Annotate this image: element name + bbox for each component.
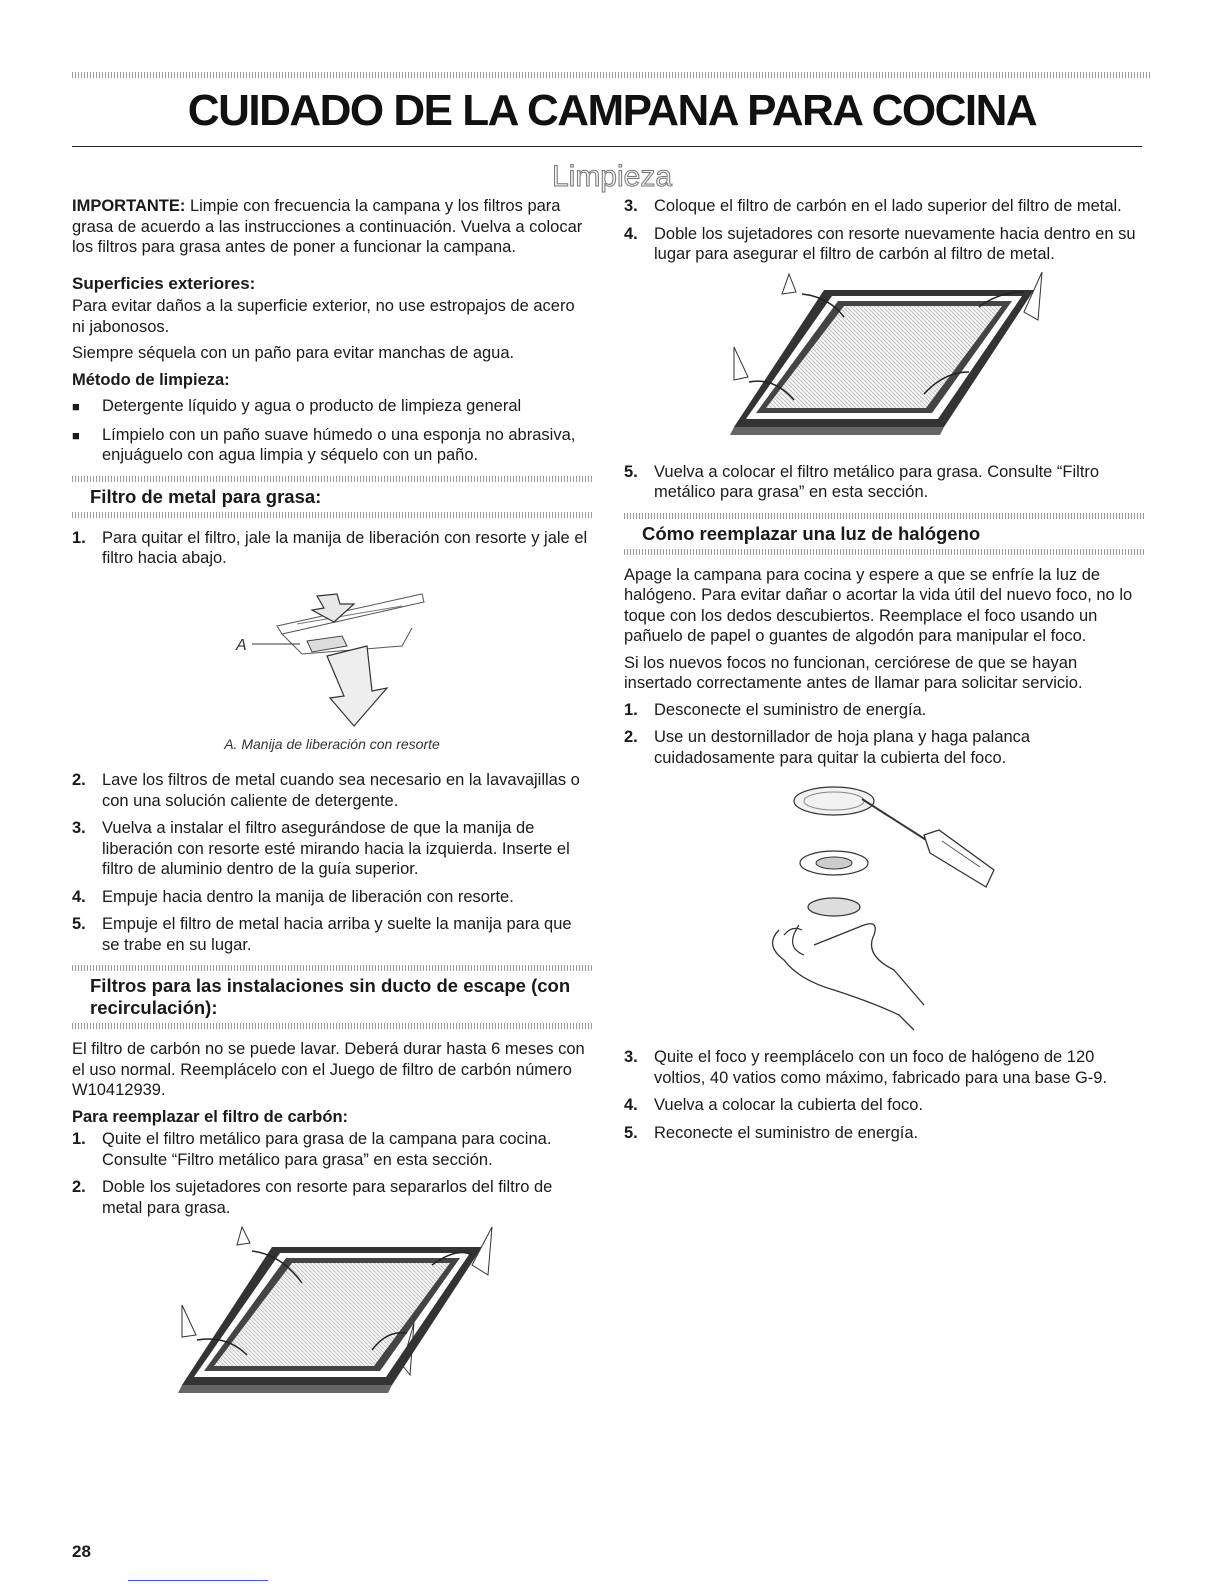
footer-link-line: [128, 1580, 268, 1581]
figure-label-a: A: [236, 636, 247, 654]
list-item: 1. Para quitar el filtro, jale la manija de liberación con resorte y jale el filtro hacia abajo.: [72, 528, 588, 567]
halogen-bulb-figure: [624, 775, 1144, 1035]
halogen-heading: Cómo reemplazar una luz de halógeno: [642, 522, 981, 544]
left-column: [72, 196, 592, 1400]
replace-carbon-heading: Para reemplazar el filtro de carbón:: [72, 1107, 349, 1126]
page-title: CUIDADO DE LA CAMPANA PARA COCINA: [187, 86, 1037, 135]
section-subtitle: Limpieza: [551, 160, 673, 193]
exterior-heading: Superficies exteriores:: [72, 273, 256, 293]
list-item: 5. Reconecte el suministro de energía.: [624, 1123, 919, 1142]
list-item: 2. Use un destornillador de hoja plana y haga palanca cuidadosamente para quitar la cubierta del foco.: [624, 728, 1031, 767]
halogen-p2: Si los nuevos focos no funcionan, cerciórese de que se hayan insertado correctamente antes de llamar para solicitar servicio.: [624, 653, 1083, 692]
halogen-p1: Apage la campana para cocina y espere a que se enfríe la luz de halógeno. Para evitar dañar o acortar la vida útil del nuevo foco, no lo toque con los dedos descubiertos. Reemplace el foco usando un pañuelo de papel o guantes de algodón para manipular el foco.: [624, 565, 1133, 645]
bullet-icon: ■: [72, 427, 80, 443]
ductless-section-header: [72, 965, 592, 1029]
release-handle-figure: [72, 576, 592, 730]
list-item: 2. Lave los filtros de metal cuando sea necesario en la lavavajillas o con una solución caliente de detergente.: [72, 771, 580, 810]
list-item: 3. Vuelva a instalar el filtro asegurándose de que la manija de liberación con resorte esté mirando hacia la izquierda. Inserte el filtro de aluminio dentro de la guía superior.: [72, 819, 570, 878]
list-item: 5. Empuje el filtro de metal hacia arriba y suelte la manija para que se trabe en su lugar.: [72, 915, 572, 954]
list-item: 3. Quite el foco y reemplácelo con un foco de halógeno de 120 voltios, 40 vatios como máximo, fabricado para una base G-9.: [624, 1048, 1108, 1087]
title-underline: [72, 146, 1142, 147]
important-paragraph: [72, 196, 592, 258]
list-item: ■ Detergente líquido y agua o producto de limpieza general: [72, 396, 592, 418]
top-hatch-rule: [72, 72, 1152, 78]
metal-filter-section-header: [72, 476, 592, 518]
filter-clips-figure-left: [72, 1225, 592, 1400]
important-label: IMPORTANTE:: [72, 197, 186, 215]
list-item: 2. Doble los sujetadores con resorte para separarlos del filtro de metal para grasa.: [72, 1178, 553, 1217]
list-item: 1. Desconecte el suministro de energía.: [624, 700, 927, 719]
list-item: 5. Vuelva a colocar el filtro metálico para grasa. Consulte “Filtro metálico para grasa” en esta sección.: [624, 462, 1100, 501]
list-item: ■ Límpielo con un paño suave húmedo o una esponja no abrasiva, enjuáguelo con agua limpia y séquelo con un paño.: [72, 425, 576, 464]
figure-caption: A. Manija de liberación con resorte: [224, 735, 440, 752]
list-item: 3. Coloque el filtro de carbón en el lado superior del filtro de metal.: [624, 197, 1122, 215]
important-text: Limpie con frecuencia la campana y los filtros para grasa de acuerdo a las instrucciones a continuación. Vuelva a colocar los filtros para grasa antes de poner a funcionar la campana.: [72, 197, 583, 256]
metal-filter-heading: Filtro de metal para grasa:: [90, 485, 322, 507]
list-item: 4. Empuje hacia dentro la manija de liberación con resorte.: [72, 887, 514, 906]
filter-release-illustration: [72, 576, 592, 730]
bullet-icon: ■: [72, 399, 80, 414]
list-item: 4. Vuelva a colocar la cubierta del foco.: [624, 1096, 924, 1114]
exterior-p2: Siempre séquela con un paño para evitar manchas de agua.: [72, 344, 515, 362]
filter-clips-figure-right: [624, 272, 1144, 452]
right-column: [624, 196, 1144, 1150]
page-number: 28: [72, 1542, 91, 1561]
halogen-section-header: [624, 513, 1144, 555]
list-item: 4. Doble los sujetadores con resorte nuevamente hacia dentro en su lugar para asegurar el filtro de carbón al filtro de metal.: [624, 224, 1136, 263]
ductless-intro: El filtro de carbón no se puede lavar. Deberá durar hasta 6 meses con el uso normal. Reemplácelo con el Juego de filtro de carbón número W10412939.: [72, 1040, 585, 1099]
ductless-heading: Filtros para las instalaciones sin ducto de escape (con recirculación):: [90, 975, 571, 1018]
method-heading: Método de limpieza:: [72, 370, 230, 389]
list-item: 1. Quite el filtro metálico para grasa de la campana para cocina. Consulte “Filtro metálico para grasa” en esta sección.: [72, 1130, 552, 1169]
exterior-p1: Para evitar daños a la superficie exterior, no use estropajos de acero ni jabonosos.: [72, 297, 575, 336]
